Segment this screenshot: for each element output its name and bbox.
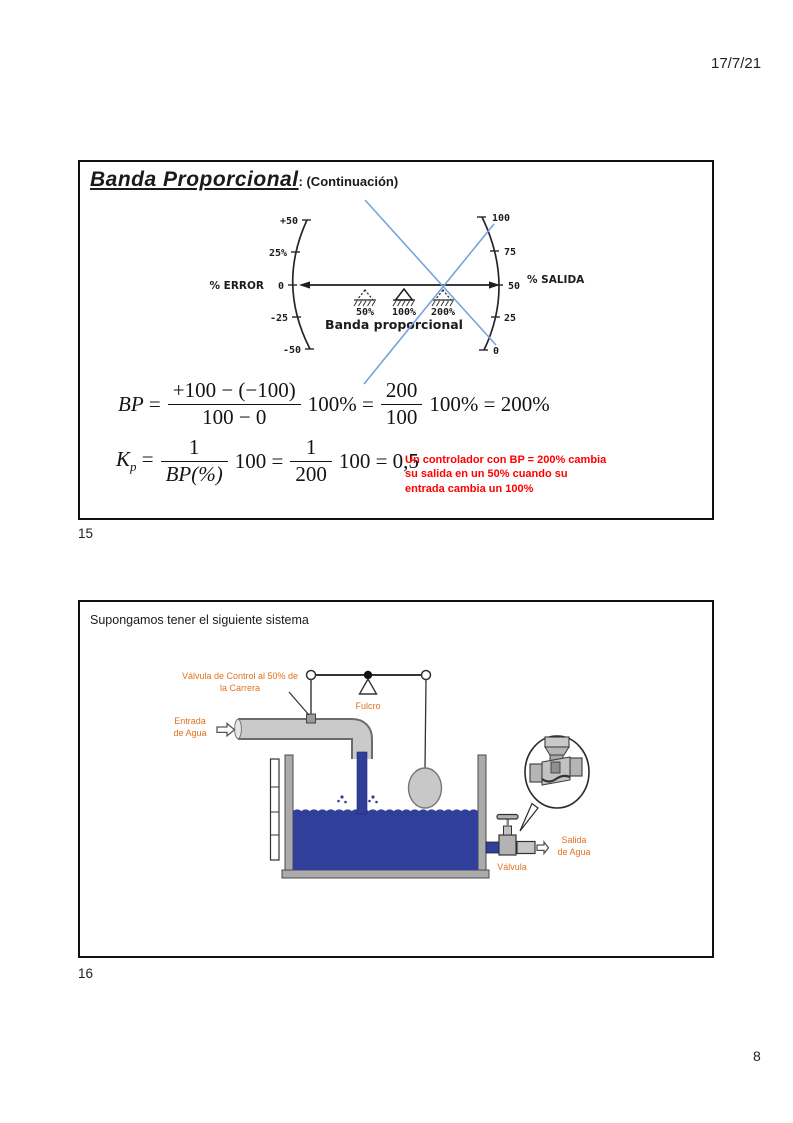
salida-tick-label: 25 <box>504 313 517 324</box>
tank-bottom <box>282 870 489 878</box>
valve-label: Válvula <box>497 862 527 872</box>
outlet-blue-pipe <box>486 842 500 853</box>
fraction <box>168 379 301 429</box>
formula-kp-var: K <box>116 446 131 471</box>
denominator: 100 <box>385 404 418 429</box>
equals-sign: = <box>141 446 154 471</box>
valve-handle <box>497 815 518 820</box>
tank-water <box>293 809 478 870</box>
slide15-title-main: Banda Proporcional <box>90 168 299 191</box>
numerator: +100 − (−100) <box>168 379 301 405</box>
lever-left-pivot <box>307 671 316 680</box>
error-tick-label: +50 <box>279 216 298 227</box>
lever-right-pivot <box>422 671 431 680</box>
fulcrum-label: 50% <box>355 307 375 318</box>
control-valve-pointer <box>289 692 309 715</box>
level-sight-glass <box>271 759 280 860</box>
inlet-pipe <box>238 729 362 759</box>
water-stream <box>357 752 367 814</box>
tank-system-diagram <box>80 602 716 956</box>
cross-line-2 <box>364 224 494 384</box>
slide-16 <box>78 600 714 958</box>
formula-bp-result: 100% = 200% <box>429 391 550 416</box>
fraction <box>290 436 332 486</box>
error-tick-label: 0 <box>277 281 284 292</box>
salida-tick-label: 75 <box>504 247 517 258</box>
diagram-caption: Banda proporcional <box>325 317 463 332</box>
proportional-band-diagram <box>80 162 716 398</box>
inlet-flow-arrow-icon <box>217 724 235 736</box>
formula-kp-result: 100 = 0,5 <box>338 448 419 473</box>
fulcrum-label: 200% <box>430 307 456 318</box>
outlet-label-line1: Salida <box>561 835 587 845</box>
fulcrum-triangle <box>360 679 377 694</box>
salida-tick-label: 100 <box>492 213 511 224</box>
fulcrum-label: Fulcro <box>355 701 381 711</box>
fraction <box>161 436 228 486</box>
pipe-opening <box>235 719 242 738</box>
denominator: 100 − 0 <box>202 404 267 429</box>
salida-axis-label: % SALIDA <box>527 274 585 286</box>
tank-right-wall <box>478 755 486 878</box>
float-wire <box>425 679 426 769</box>
control-valve-stem <box>307 714 316 723</box>
formula-kp-mid: 100 = <box>234 448 284 473</box>
outlet-valve-body <box>499 835 516 855</box>
error-tick-label: 25% <box>268 248 287 259</box>
denominator: 200 <box>295 461 327 486</box>
fulcrum-50 <box>354 290 376 318</box>
inlet-label-line1: Entrada <box>174 716 206 726</box>
slide16-number: 16 <box>78 966 94 981</box>
slide-15 <box>78 160 714 520</box>
controller-note: Un controlador con BP = 200% cambia su salida en un 50% cuando su entrada cambia un 100% <box>405 454 607 495</box>
fulcrum-200 <box>431 290 455 318</box>
denominator: BP(%) <box>165 461 223 486</box>
salida-tick-label: 50 <box>508 281 521 292</box>
formula-bp-mid: 100% = <box>307 391 374 416</box>
numerator: 200 <box>381 379 423 405</box>
footer-page-number: 8 <box>753 1048 761 1064</box>
control-valve-label-line1: Válvula de Control al 50% de <box>181 671 299 681</box>
formula-bp-var: BP <box>118 391 144 416</box>
outlet-pipe <box>517 842 535 854</box>
slide16-title: Supongamos tener el siguiente sistema <box>90 613 309 627</box>
control-valve-label-line2: la Carrera <box>219 683 261 693</box>
inlet-label-line2: de Agua <box>173 728 207 738</box>
float-ball <box>409 768 442 808</box>
fulcrum-label: 100% <box>391 307 417 318</box>
salida-tick-label: 0 <box>493 346 500 357</box>
magnifier-pointer <box>520 804 538 832</box>
valve-bonnet <box>504 826 512 835</box>
outlet-label-line2: de Agua <box>557 847 591 857</box>
slide15-number: 15 <box>78 526 94 541</box>
tank-left-wall <box>285 755 293 878</box>
formula-kp <box>116 436 419 486</box>
valve-spindle <box>507 819 510 826</box>
left-arrowhead-icon <box>299 281 310 288</box>
formula-bp <box>118 379 550 429</box>
outlet-flow-arrow-icon <box>537 842 549 854</box>
fulcrum-100 <box>392 289 416 318</box>
numerator: 1 <box>161 436 228 462</box>
slide15-title-suffix: : (Continuación) <box>298 174 399 189</box>
error-axis-label: % ERROR <box>209 280 264 292</box>
error-tick-label: -50 <box>282 345 301 356</box>
error-tick-label: -25 <box>269 313 288 324</box>
formula-kp-subscript: p <box>130 459 137 475</box>
fraction <box>381 379 423 429</box>
numerator: 1 <box>290 436 332 462</box>
header-date: 17/7/21 <box>711 55 762 72</box>
equals-sign: = <box>148 391 161 416</box>
